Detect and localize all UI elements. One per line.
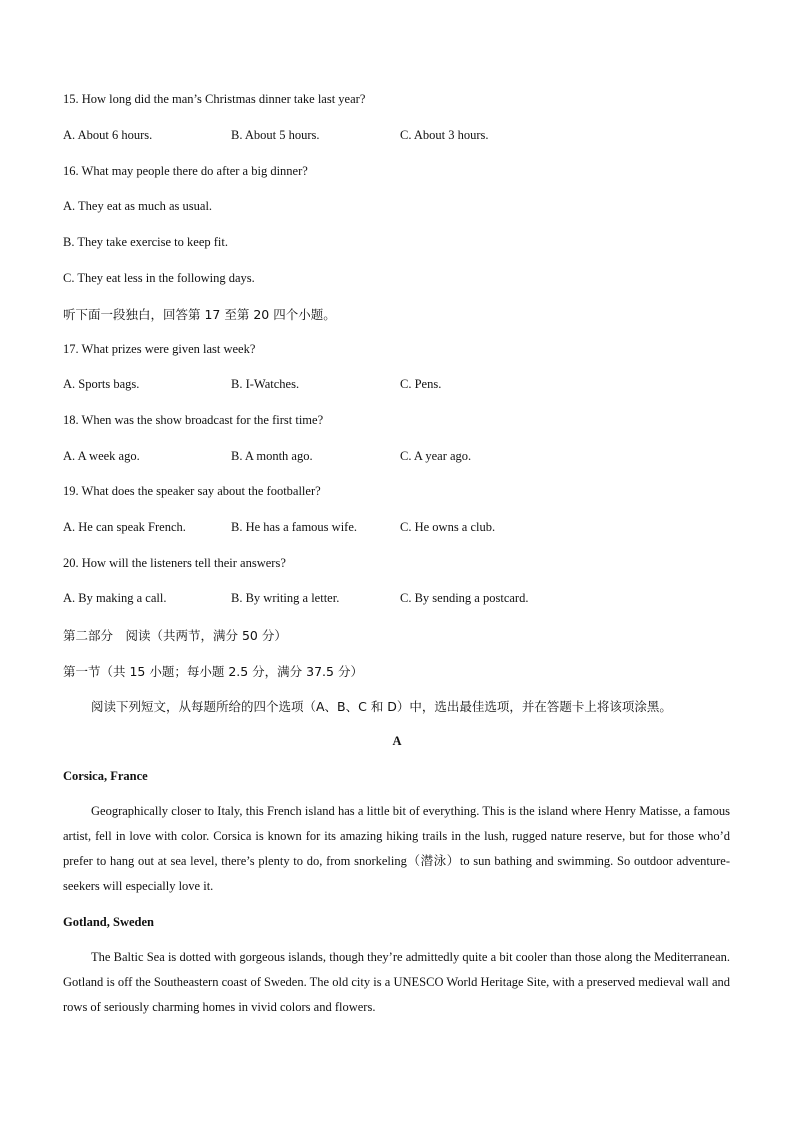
question-18-options [63,449,743,467]
place-paragraph-corsica [63,799,730,899]
question-17: 17. What prizes were given last week? [63,342,256,356]
question-20: 20. How will the listeners tell their answers? [63,556,286,570]
passage-label: A [392,734,402,748]
question-17-options [63,377,743,395]
part-two-title: 第二部分 阅读（共两节，满分 50 分） [63,628,287,643]
option-b: B. He has a famous wife. [231,520,358,534]
place-heading-gotland: Gotland, Sweden [63,915,154,929]
question-18: 18. When was the show broadcast for the first time? [63,413,324,427]
option-a: A. He can speak French. [63,520,186,534]
question-15: 15. How long did the man’s Christmas dinner take last year? [63,92,366,106]
question-19-options [63,520,743,538]
option-c: C. By sending a postcard. [400,591,529,605]
question-19: 19. What does the speaker say about the footballer? [63,484,321,498]
option-a: A. About 6 hours. [63,128,153,142]
place-paragraph-gotland [63,945,730,1020]
reading-instruction: 阅读下列短文，从每题所给的四个选项（A、B、C 和 D）中，选出最佳选项，并在答题卡上将该项涂黑。 [91,699,672,714]
option-b: B. A month ago. [231,449,313,463]
option-a: A. A week ago. [63,449,140,463]
paragraph-text: Geographically closer to Italy, this French island has a little bit of everything. This is the island where Henry Matisse, a famous artist, fell in love with color. Corsica is known for its amazing hiking trails in the lush, rugged nature reserve, but for those who’d prefer to hang out at sea level, there’s plenty to do, from snorkeling（潜泳）to sun bathing and swimming. So outdoor adventure-seekers will especially love it. [63,804,730,893]
question-16-option-a: A. They eat as much as usual. [63,199,213,213]
option-c: C. Pens. [400,377,442,391]
listening-instruction: 听下面一段独白，回答第 17 至第 20 四个小题。 [63,307,336,322]
option-a: A. Sports bags. [63,377,140,391]
question-15-options [63,128,743,146]
option-b: B. By writing a letter. [231,591,340,605]
paragraph-text: The Baltic Sea is dotted with gorgeous islands, though they’re admittedly quite a bit cooler than those along the Mediterranean. Gotland is off the Southeastern coast of Sweden. The old city is a UNESCO World Heritage Site, with a preserved medieval wall and rows of seriously charming homes in vivid colors and flowers. [63,950,730,1014]
question-16: 16. What may people there do after a big dinner? [63,164,308,178]
option-c: C. About 3 hours. [400,128,489,142]
question-16-option-c: C. They eat less in the following days. [63,271,255,285]
option-b: B. I-Watches. [231,377,300,391]
place-heading-corsica: Corsica, France [63,769,148,783]
section-one-title: 第一节（共 15 小题；每小题 2.5 分，满分 37.5 分） [63,664,363,679]
option-b: B. About 5 hours. [231,128,320,142]
question-20-options [63,591,743,609]
question-16-option-b: B. They take exercise to keep fit. [63,235,228,249]
option-c: C. A year ago. [400,449,472,463]
option-c: C. He owns a club. [400,520,496,534]
option-a: A. By making a call. [63,591,167,605]
